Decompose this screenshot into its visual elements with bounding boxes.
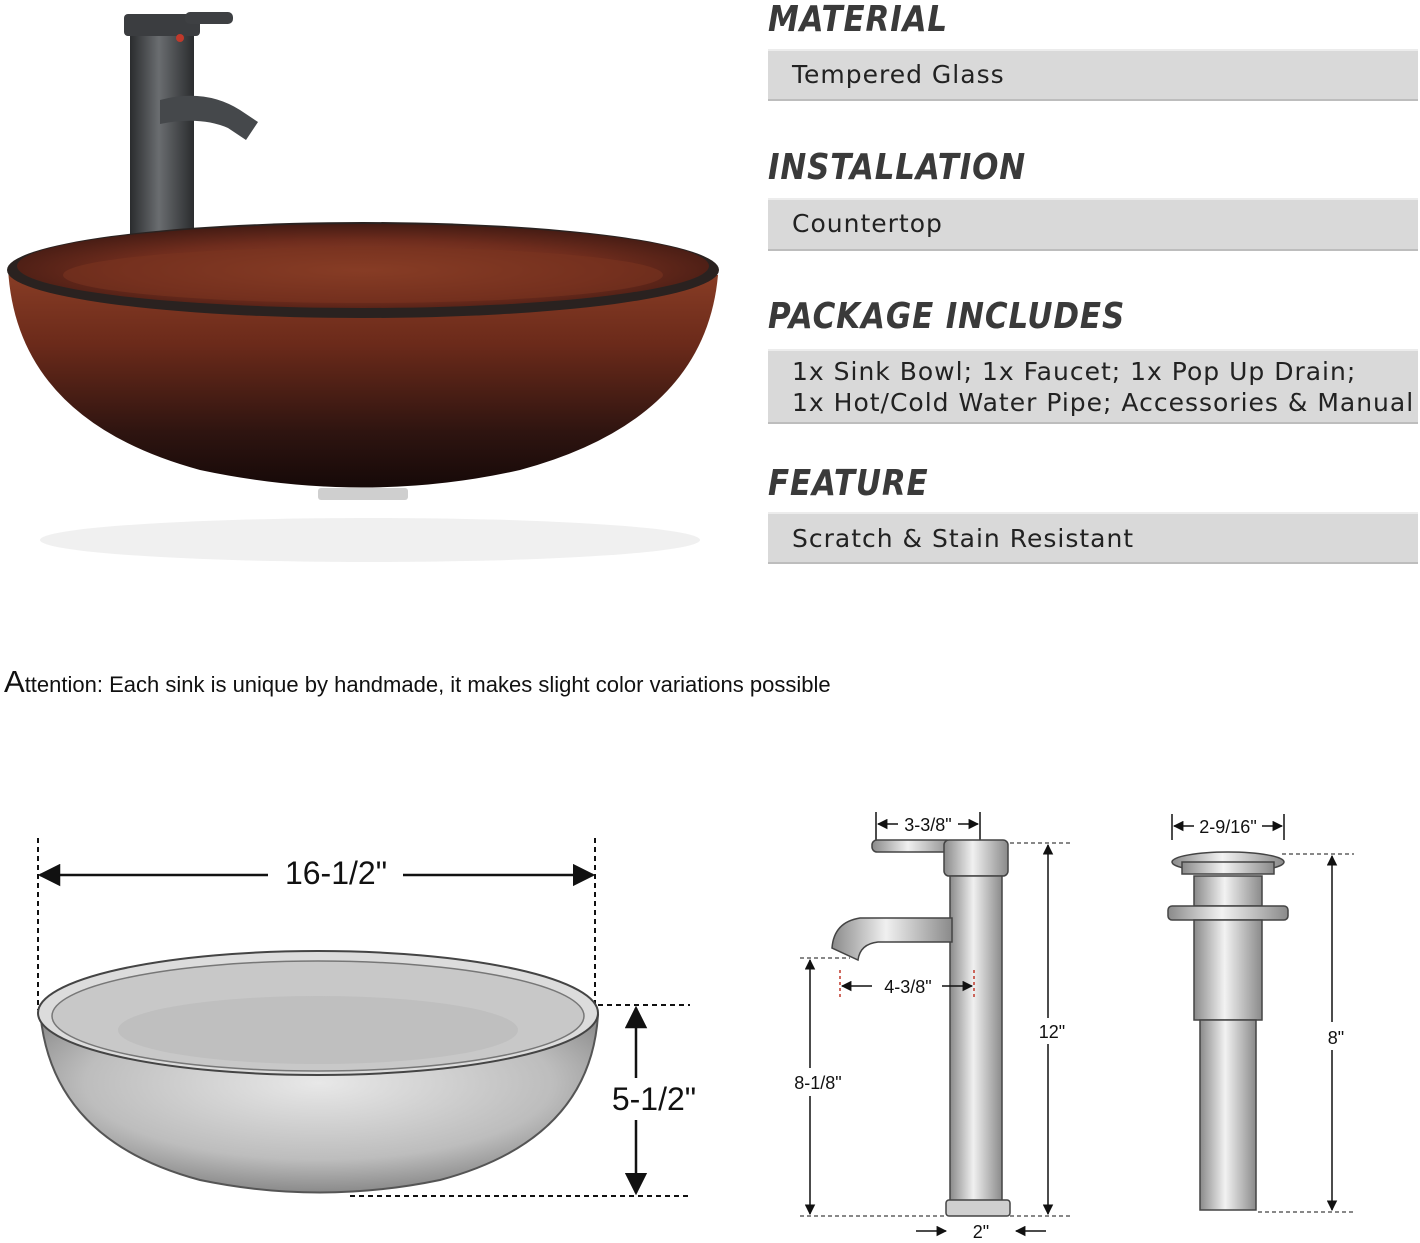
drain-base-icon [318,488,408,500]
drain-height-label: 8" [1327,1028,1345,1048]
package-line-2: 1x Hot/Cold Water Pipe; Accessories & Manual [792,388,1415,417]
package-line-1: 1x Sink Bowl; 1x Faucet; 1x Pop Up Drain; [792,357,1357,386]
package-heading: PACKAGE INCLUDES [768,296,1126,337]
product-photo [0,0,740,600]
bowl-dimension-drawing [0,820,720,1220]
drain-width-label: 2-9/16" [1199,817,1257,837]
faucet-body-icon [130,20,194,240]
bowl-width-label: 16-1/2" [284,855,388,891]
spout-height-label: 8-1/8" [794,1073,842,1093]
attention-first-letter: A [4,664,25,699]
faucet-spout-label: 4-3/8" [884,977,932,997]
faucet-handle-icon [185,12,233,24]
faucet-handle-label: 3-3/8" [904,815,952,835]
material-value [768,49,1418,101]
installation-value [768,198,1418,251]
faucet-handle-drawing [872,840,952,852]
attention-note [4,664,831,700]
faucet-spout-drawing [832,918,952,960]
installation-heading: INSTALLATION [768,147,1027,188]
feature-value [768,512,1418,564]
installation-value-text: Countertop [792,209,943,238]
faucet-column-drawing [950,876,1002,1206]
package-value [768,349,1418,424]
material-value-text: Tempered Glass [792,60,1005,89]
faucet-height-label: 12" [1038,1022,1066,1042]
material-heading: MATERIAL [768,0,949,40]
drain-pipe-drawing [1200,1020,1256,1210]
drain-dimension-drawing [1150,800,1370,1230]
feature-heading: FEATURE [768,463,929,504]
attention-text: ttention: Each sink is unique by handmade, it makes slight color variations possible [24,672,831,697]
bowl-shadow [40,518,700,562]
faucet-base-label: 2" [972,1222,990,1242]
drain-thread-drawing [1194,920,1262,1020]
bowl-height-label: 5-1/2" [611,1081,697,1117]
feature-value-text: Scratch & Stain Resistant [792,524,1135,553]
faucet-dimension-drawing [780,800,1080,1243]
